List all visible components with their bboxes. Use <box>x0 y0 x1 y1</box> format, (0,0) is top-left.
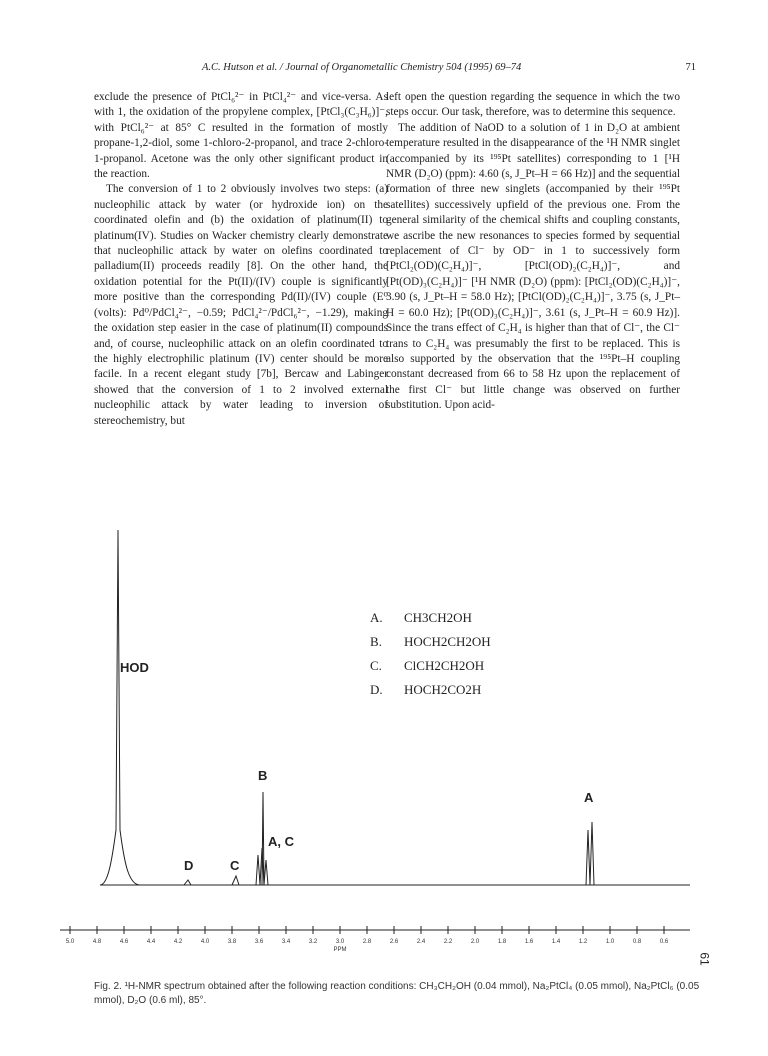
legend-item <box>370 678 491 702</box>
legend-compound: HOCH2CO2H <box>404 682 482 697</box>
tick-label: 2.6 <box>389 939 399 945</box>
page-number: 71 <box>685 62 696 73</box>
tick-label: 3.2 <box>308 939 318 945</box>
tick-label: 3.0 <box>335 939 345 945</box>
peak-label-c: C <box>230 858 240 873</box>
tick-label: 2.2 <box>443 939 453 945</box>
legend-item <box>370 606 491 630</box>
running-title: A.C. Hutson et al. / Journal of Organometallic Chemistry 504 (1995) 69–74 <box>202 62 522 73</box>
tick-label: 1.2 <box>578 939 588 945</box>
tick-label: 3.6 <box>254 939 264 945</box>
legend-letter: A. <box>370 610 383 625</box>
peak-label-b: B <box>258 768 268 783</box>
tick-label: 3.8 <box>227 939 237 945</box>
tick-label: 2.0 <box>470 939 480 945</box>
peak-label-hod: HOD <box>120 660 149 675</box>
figure-caption: Fig. 2. ¹H-NMR spectrum obtained after the following reaction conditions: CH₃CH₂OH (0.04 mmol), Na₂PtCl₄ (0.05 mmol), Na₂PtCl₆ (0.05 mmol), D₂O (0.6 ml), 85°. <box>94 981 700 1006</box>
tick-label: 1.4 <box>551 939 561 945</box>
tick-label: 1.0 <box>605 939 615 945</box>
paragraph: The addition of NaOD to a solution of 1 in D₂O at ambient temperature resulted in the disappearance of the ¹H NMR singlet (accompanied by its ¹⁹⁵Pt satellites) corresponding to 1 [¹H NMR (D₂O) (ppm): 4.60 (s, J_Pt–H = 66 Hz)] and the sequential formation of three new singlets (accompanied by their ¹⁹⁵Pt satellites) successively upfield of the previous one. From the general similarity of the chemical shifts and coupling constants, we ascribe the new resonances to species formed by sequential replacement of Cl⁻ by OD⁻ in 1 to successively form [PtCl₂(OD)(C₂H₄)]⁻, [PtCl(OD)₂(C₂H₄)]⁻, and [Pt(OD)₃(C₂H₄)]⁻ [¹H NMR (D₂O) (ppm): [PtCl₂(OD)(C₂H₄)]⁻, 3.90 (s, J_Pt–H = 58.0 Hz); [PtCl(OD)₂(C₂H₄)]⁻, 3.75 (s, J_Pt–H = 60.0 Hz); [Pt(OD)₃(C₂H₄)]⁻, 3.61 (s, J_Pt–H = 60.9 Hz)]. Since the trans effect of C₂H₄ is higher than that of Cl⁻, the Cl⁻ trans to C₂H₄ was presumably the first to be replaced. This is also supported by the observation that the ¹⁹⁵Pt–H coupling constant decreased from 66 to 58 Hz upon the replacement of the first Cl⁻ but little change was observed on further substitution. Upon acid- <box>386 121 680 412</box>
axis-unit: PPM <box>333 947 347 953</box>
legend-item <box>370 654 491 678</box>
left-column <box>94 90 388 429</box>
legend-compound: HOCH2CH2OH <box>404 634 491 649</box>
rotated-page-number: 61 <box>697 952 712 966</box>
tick-label: 4.0 <box>200 939 210 945</box>
tick-label: 2.4 <box>416 939 426 945</box>
tick-label: 4.8 <box>92 939 102 945</box>
tick-label: 1.8 <box>497 939 507 945</box>
tick-label: 1.6 <box>524 939 534 945</box>
legend-letter: C. <box>370 658 382 673</box>
legend-compound: CH3CH2OH <box>404 610 472 625</box>
legend-item <box>370 630 491 654</box>
tick-label: 0.6 <box>659 939 669 945</box>
legend-letter: B. <box>370 634 382 649</box>
a-peak <box>586 822 594 885</box>
nmr-spectrum <box>0 500 768 960</box>
peak-label-a: A <box>584 790 594 805</box>
paragraph: The conversion of 1 to 2 obviously involves two steps: (a) nucleophilic attack by water (or hydroxide ion) on the coordinated olefin and (b) the oxidation of platinum(II) to platinum(IV). Studies on Wacker chemistry clearly demonstrate that nucleophilic attack by water on olefins coordinated to palladium(II) proceeds readily [8]. On the other hand, the oxidation potential for the Pt(II)/(IV) couple is significantly more positive than the corresponding Pd(II)/(IV) couple (E⁰ (volts): Pd⁰/PdCl₄²⁻, −0.59; PdCl₄²⁻/PdCl₆²⁻, −1.29), making the oxidation step easier in the case of platinum(II) compounds and, of course, nucleophilic attack on an olefin coordinated to the highly electrophilic platinum (IV) center should be more facile. In a recent elegant study [7b], Bercaw and Labinger showed that the conversion of 1 to 2 involved external nucleophilic attack by water leading to inversion of stereochemistry, but <box>94 183 388 427</box>
peak-label-d: D <box>184 858 194 873</box>
compound-legend <box>370 606 491 702</box>
tick-label: 4.4 <box>146 939 156 945</box>
tick-label: 4.2 <box>173 939 183 945</box>
tick-label: 2.8 <box>362 939 372 945</box>
paragraph: exclude the presence of PtCl₆²⁻ in PtCl₄²⁻ and vice-versa. As with 1, the oxidation of the propylene complex, [PtCl₃(C₃H₆)]⁻, with PtCl₆²⁻ at 85° C resulted in the formation of mostly propane-1,2-diol, some 1-chloro-2-propanol, and trace 2-chloro-1-propanol. Acetone was the only other significant product in the reaction. <box>94 91 388 181</box>
peak-label-ac: A, C <box>268 834 294 849</box>
tick-label: 0.8 <box>632 939 642 945</box>
c-peak <box>232 876 239 885</box>
hod-peak <box>100 530 140 885</box>
legend-letter: D. <box>370 682 383 697</box>
tick-label: 5.0 <box>65 939 75 945</box>
right-column <box>386 90 680 414</box>
paragraph: left open the question regarding the sequence in which the two steps occur. Our task, therefore, was to determine this sequence. <box>386 91 680 119</box>
d-peak <box>184 880 191 885</box>
tick-label: 4.6 <box>119 939 129 945</box>
legend-compound: ClCH2CH2OH <box>404 658 485 673</box>
tick-label: 3.4 <box>281 939 291 945</box>
